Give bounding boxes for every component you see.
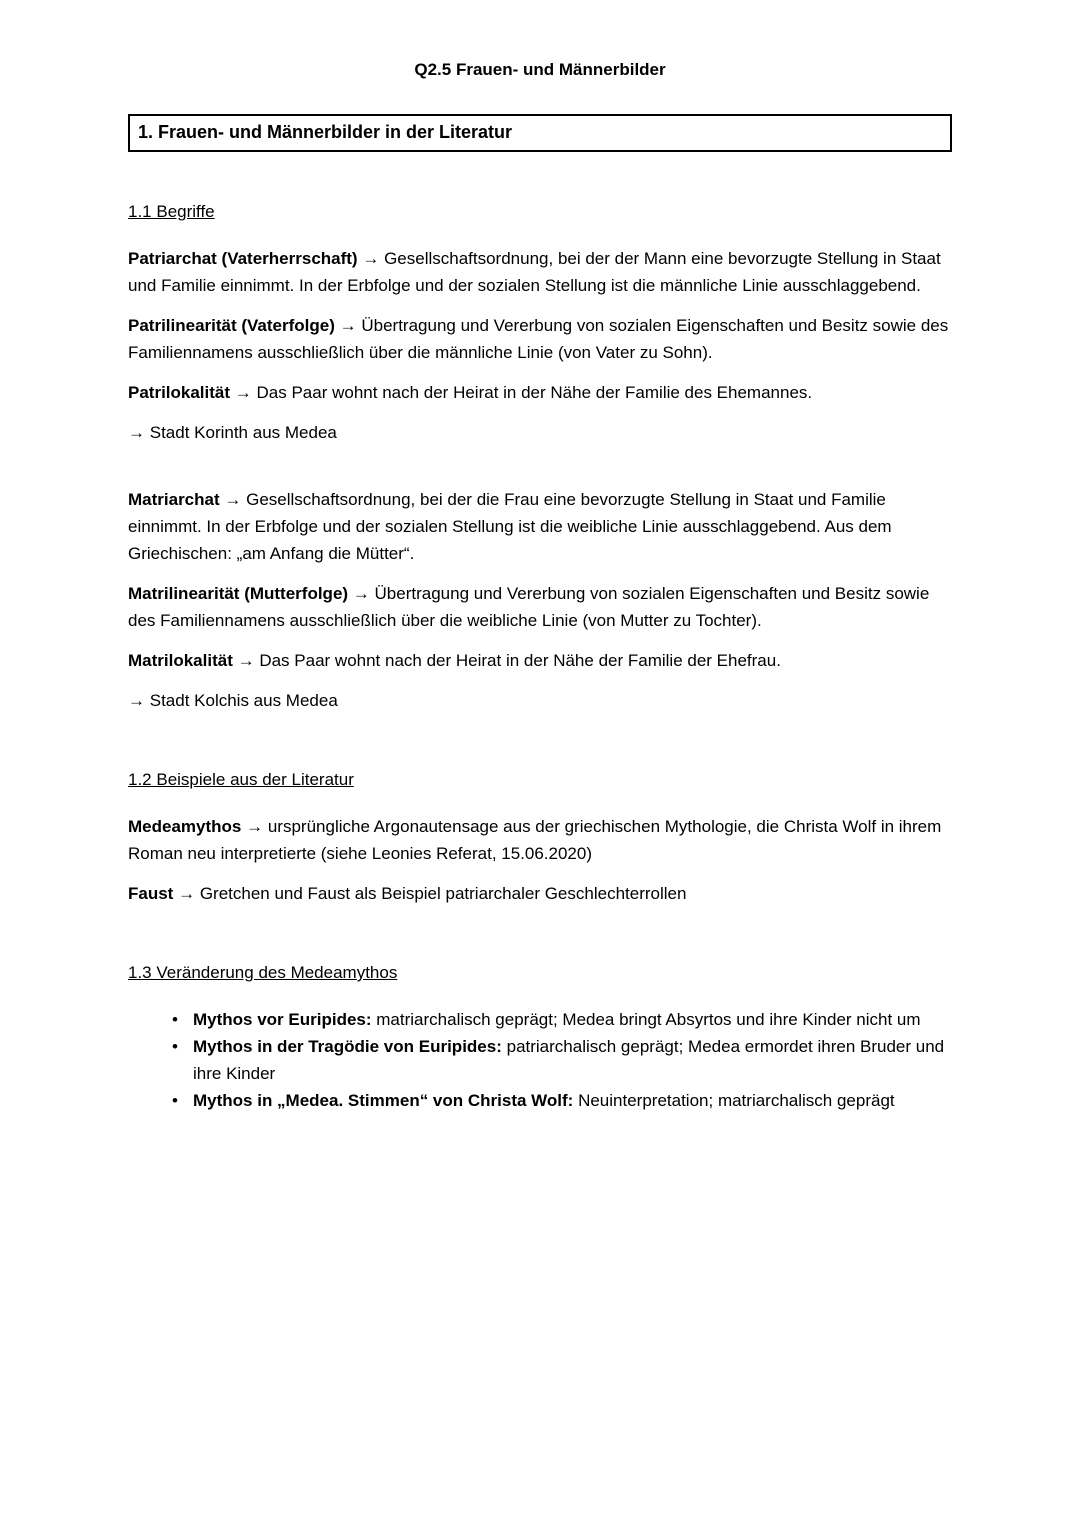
heading-1-2-beispiele: 1.2 Beispiele aus der Literatur xyxy=(128,770,354,789)
arrow-icon: → xyxy=(128,423,145,442)
note-kolchis xyxy=(128,687,952,714)
definition-patrilinearitaet xyxy=(128,312,952,366)
list-item-mythos-vor-euripides xyxy=(172,1006,952,1033)
bullet-label: Mythos vor Euripides: xyxy=(193,1010,372,1029)
bullet-label: Mythos in der Tragödie von Euripides: xyxy=(193,1037,502,1056)
term-definition: Das Paar wohnt nach der Heirat in der Nähe der Familie des Ehemannes. xyxy=(256,383,813,402)
term-definition: Das Paar wohnt nach der Heirat in der Nähe der Familie der Ehefrau. xyxy=(259,651,781,670)
bullet-list xyxy=(128,1006,952,1114)
definition-matrilinearitaet xyxy=(128,580,952,634)
note-korinth xyxy=(128,419,952,446)
arrow-icon: → xyxy=(234,383,252,402)
note-text: Stadt Kolchis aus Medea xyxy=(149,691,338,710)
term-label: Matriarchat xyxy=(128,490,220,509)
arrow-icon: → xyxy=(339,316,357,335)
bullet-text: patriarchalisch geprägt; Medea ermordet ihren Bruder und ihre Kinder xyxy=(193,1037,945,1083)
term-label: Patrilinearität (Vaterfolge) xyxy=(128,316,335,335)
bullet-label: Mythos in „Medea. Stimmen“ von Christa Wolf: xyxy=(193,1091,574,1110)
term-label: Faust xyxy=(128,884,174,903)
list-item-mythos-medea-stimmen xyxy=(172,1087,952,1114)
example-medeamythos xyxy=(128,813,952,867)
arrow-icon: → xyxy=(362,249,380,268)
term-label: Medeamythos xyxy=(128,817,242,836)
list-item-mythos-tragoedie-euripides xyxy=(172,1033,952,1087)
definition-matriarchat xyxy=(128,486,952,567)
term-definition: Übertragung und Vererbung von sozialen Eigenschaften und Besitz sowie des Familiennamens ausschließlich über die männliche Linie (von Vater zu Sohn). xyxy=(128,316,949,362)
term-label: Matrilokalität xyxy=(128,651,233,670)
term-label: Patriarchat (Vaterherrschaft) xyxy=(128,249,358,268)
term-definition: Übertragung und Vererbung von sozialen Eigenschaften und Besitz sowie des Familiennamens ausschließlich über die weibliche Linie (von Mutter zu Tochter). xyxy=(128,584,930,630)
boxed-section-heading: 1. Frauen- und Männerbilder in der Literatur xyxy=(128,114,952,152)
arrow-icon: → xyxy=(128,691,145,710)
bullet-text: Neuinterpretation; matriarchalisch geprägt xyxy=(578,1091,895,1110)
definition-patriarchat xyxy=(128,245,952,299)
bullet-text: matriarchalisch geprägt; Medea bringt Absyrtos und ihre Kinder nicht um xyxy=(376,1010,921,1029)
term-definition: Gesellschaftsordnung, bei der die Frau eine bevorzugte Stellung in Staat und Familie einnimmt. In der Erbfolge und der sozialen Stellung ist die weibliche Linie ausschlaggebend. Aus dem Griechischen: „am Anfang die Mütter“. xyxy=(128,490,892,563)
heading-1-3-veraenderung: 1.3 Veränderung des Medeamythos xyxy=(128,963,398,982)
arrow-icon: → xyxy=(352,584,370,603)
term-label: Patrilokalität xyxy=(128,383,231,402)
page-title: Q2.5 Frauen- und Männerbilder xyxy=(414,60,666,79)
heading-1-1-begriffe: 1.1 Begriffe xyxy=(128,202,215,221)
arrow-icon: → xyxy=(246,817,264,836)
note-text: Stadt Korinth aus Medea xyxy=(149,423,337,442)
definition-patrilokalitaet xyxy=(128,379,952,406)
term-definition: ursprüngliche Argonautensage aus der griechischen Mythologie, die Christa Wolf in ihrem Roman neu interpretierte (siehe Leonies Referat, 15.06.2020) xyxy=(128,817,942,863)
arrow-icon: → xyxy=(224,490,242,509)
example-faust xyxy=(128,880,952,907)
definition-matrilokalitaet xyxy=(128,647,952,674)
arrow-icon: → xyxy=(178,884,196,903)
arrow-icon: → xyxy=(237,651,255,670)
term-definition: Gesellschaftsordnung, bei der der Mann eine bevorzugte Stellung in Staat und Familie einnimmt. In der Erbfolge und der sozialen Stellung ist die männliche Linie ausschlaggebend. xyxy=(128,249,941,295)
term-label: Matrilinearität (Mutterfolge) xyxy=(128,584,349,603)
term-definition: Gretchen und Faust als Beispiel patriarchaler Geschlechterrollen xyxy=(199,884,687,903)
